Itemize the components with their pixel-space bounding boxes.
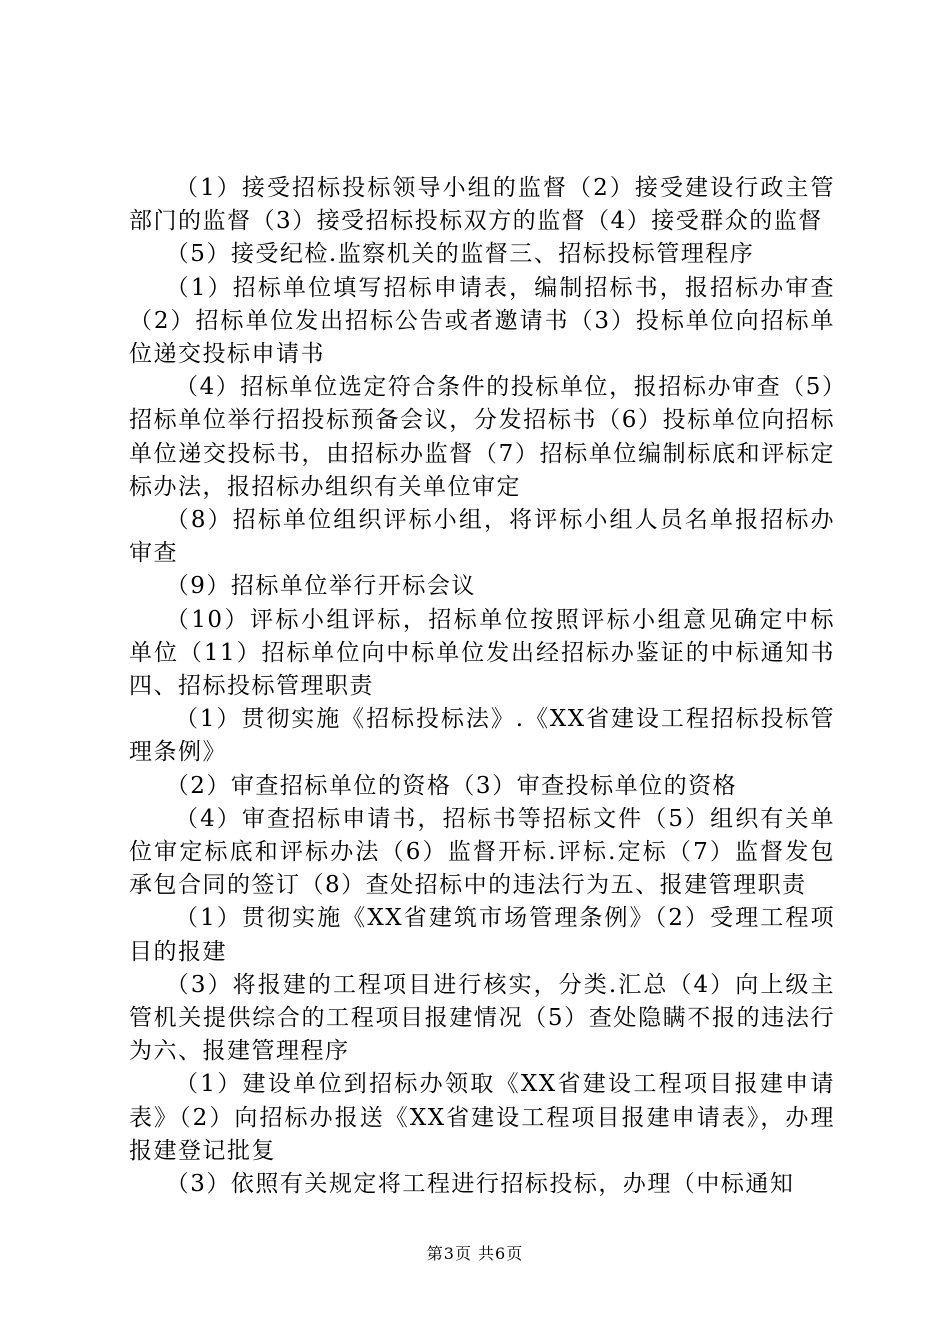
- paragraph-12: （3）将报建的工程项目进行核实，分类.汇总（4）向上级主管机关提供综合的工程项目报建情况（5）查处隐瞒不报的违法行为六、报建管理程序: [129, 971, 835, 1065]
- paragraph-13: （1）建设单位到招标办领取《XX省建设工程项目报建申请表》（2）向招标办报送《XX省建设工程项目报建申请表》，办理报建登记批复: [129, 1071, 835, 1164]
- paragraph-3: （1）招标单位填写招标申请表，编制招标书，报招标办审查（2）招标单位发出招标公告或者邀请书（3）投标单位向招标单位递交投标申请书: [129, 274, 835, 368]
- paragraph-7: （10）评标小组评标，招标单位按照评标小组意见确定中标单位（11）招标单位向中标单位发出经招标办鉴证的中标通知书四、招标投标管理职责: [129, 606, 835, 700]
- paragraph-2: （5）接受纪检.监察机关的监督三、招标投标管理程序: [165, 241, 755, 268]
- paragraph-4: （4）招标单位选定符合条件的投标单位，报招标办审查（5）招标单位举行招投标预备会议，分发招标书（6）投标单位向招标单位递交投标书，由招标办监督（7）招标单位编制标底和评标定标办法，报招标办组织有关单位审定: [129, 374, 835, 500]
- paragraph-1: （1）接受招标投标领导小组的监督（2）接受建设行政主管部门的监督（3）接受招标投标双方的监督（4）接受群众的监督: [129, 175, 835, 235]
- paragraph-8: （1）贯彻实施《招标投标法》.《XX省建设工程招标投标管理条例》: [129, 706, 835, 766]
- paragraph-10: （4）审查招标申请书，招标书等招标文件（5）组织有关单位审定标底和评标办法（6）监督开标.评标.定标（7）监督发包承包合同的签订（8）查处招标中的违法行为五、报建管理职责: [129, 805, 835, 899]
- document-body: [129, 172, 835, 1201]
- paragraph-11: （1）贯彻实施《XX省建筑市场管理条例》（2）受理工程项目的报建: [129, 905, 835, 965]
- paragraph-14: （3）依照有关规定将工程进行招标投标，办理（中标通知: [165, 1171, 795, 1198]
- paragraph-6: （9）招标单位举行开标会议: [165, 573, 476, 600]
- paragraph-9: （2）审查招标单位的资格（3）审查投标单位的资格: [165, 772, 738, 799]
- paragraph-5: （8）招标单位组织评标小组，将评标小组人员名单报招标办审查: [129, 507, 835, 567]
- page-number-footer: 第3页 共6页: [426, 1244, 524, 1263]
